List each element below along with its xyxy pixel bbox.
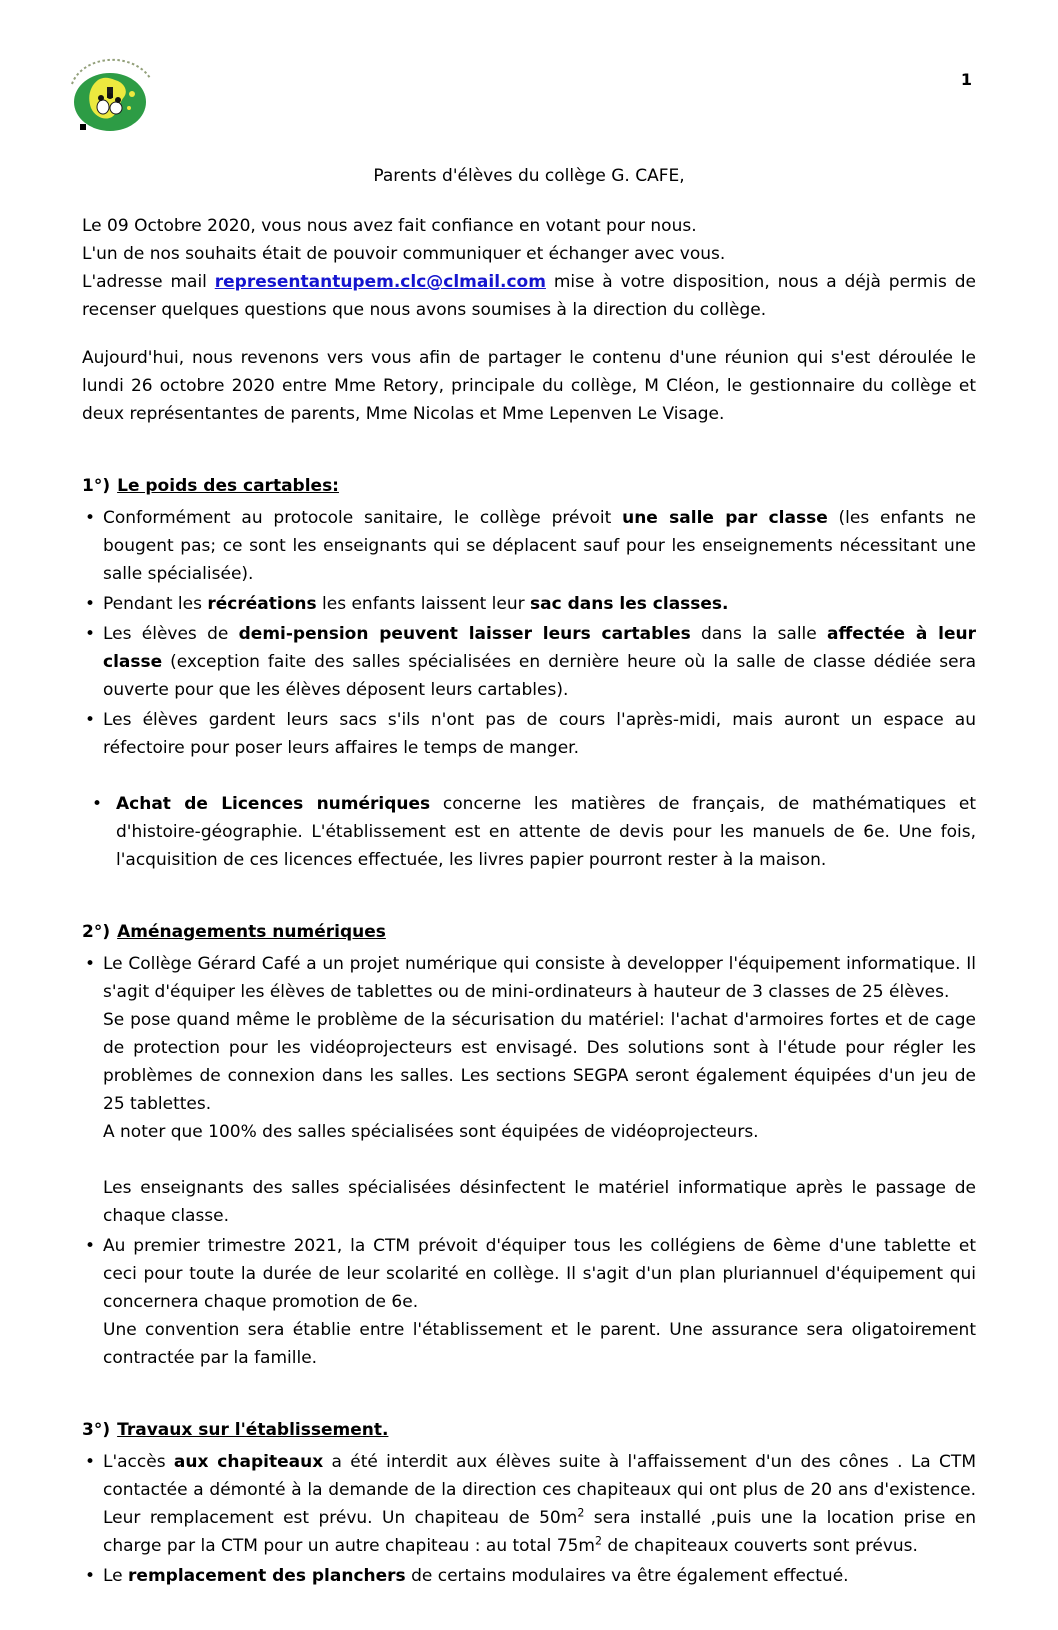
- paragraph-text: [103, 1118, 976, 1146]
- text-run: Le Collège Gérard Café a un projet numérique qui consiste à developper l'équipement informatique. Il s'agit d'équiper les élèves de tablettes ou de mini-ordinateurs à hauteur de 3 classes de 25 élèves.: [103, 954, 976, 1002]
- paragraph-text: [103, 1316, 976, 1372]
- bullet-item: [82, 950, 976, 1146]
- section: [82, 1416, 976, 1590]
- text-run: concerne les matières de français, de mathématiques et d'histoire-géographie. L'établissement est en attente de devis pour les manuels de 6e. Une fois, l'acquisition de ces licences effectuée, les livres papier pourront rester à la maison.: [116, 794, 976, 870]
- paragraph-text: [103, 950, 976, 1006]
- text-run: (exception faite des salles spécialisées en dernière heure où la salle de classe dédiée sera ouverte pour que les élèves déposent leurs cartables).: [103, 652, 976, 700]
- text-run: mise à votre disposition, nous a déjà permis de recenser quelques questions que nous avons soumises à la direction du collège.: [82, 272, 976, 320]
- intro-paragraph-2: Aujourd'hui, nous revenons vers vous afin de partager le contenu d'une réunion qui s'est déroulée le lundi 26 octobre 2020 entre Mme Retory, principale du collège, M Cléon, le gestionnaire du collège et deux représentantes de parents, Mme Nicolas et Mme Lepenven Le Visage.: [82, 348, 976, 424]
- text-run: Les élèves de: [103, 624, 239, 644]
- text-run: L'adresse mail: [82, 272, 215, 292]
- section-items: [82, 1448, 976, 1590]
- text-run: dans la salle: [690, 624, 828, 644]
- paragraph-text: [116, 790, 976, 874]
- bullet-icon: •: [85, 1566, 96, 1586]
- paragraph-text: [103, 1562, 976, 1590]
- section-heading: [82, 918, 976, 946]
- logo-figure-white-1: [97, 100, 109, 114]
- paragraph-text: [103, 1448, 976, 1560]
- paragraph-text: [103, 620, 976, 704]
- bullet-item: [82, 1232, 976, 1372]
- text-run: affectée à leur classe: [103, 624, 977, 672]
- section-title: Aménagements numériques: [117, 922, 386, 942]
- text-run: les enfants laissent leur: [316, 594, 531, 614]
- text-run: sera installé ,puis une la location prise en charge par la CTM pour un autre chapiteau : au total 75m: [103, 1508, 977, 1556]
- text-run: (les enfants ne bougent pas; ce sont les enseignants qui se déplacent sauf pour les enseignements nécessitant une salle spécialisée).: [103, 508, 976, 584]
- document-title: Parents d'élèves du collège G. CAFE,: [373, 166, 685, 186]
- bullet-item: [82, 706, 976, 762]
- paragraph-item: [82, 1174, 976, 1230]
- text-run: Les élèves gardent leurs sacs s'ils n'ont pas de cours l'après-midi, mais auront un espace au réfectoire pour poser leurs affaires le temps de manger.: [103, 710, 976, 758]
- section: [82, 918, 976, 1372]
- logo-figure-white-2: [110, 102, 122, 114]
- text-run: remplacement des planchers: [128, 1566, 406, 1586]
- logo-square-mark: [80, 124, 86, 130]
- intro-block: [82, 212, 976, 324]
- paragraph-text: [103, 1006, 976, 1118]
- bullet-icon: •: [85, 1452, 96, 1472]
- bullet-icon: •: [85, 1236, 96, 1256]
- section-number: 1°): [82, 476, 111, 496]
- sections: [82, 472, 976, 1590]
- intro-line-3: [82, 268, 976, 324]
- text-run: Au premier trimestre 2021, la CTM prévoit d'équiper tous les collégiens de 6ème d'une tablette et ceci pour toute la durée de leur scolarité en collège. Il s'agit d'un plan pluriannuel d'équipement qui concernera chaque promotion de 6e.: [103, 1236, 976, 1312]
- section-items: [82, 504, 976, 874]
- globe-logo-icon: [60, 50, 160, 138]
- paragraph-text: [103, 590, 976, 618]
- text-run: L'accès: [103, 1452, 174, 1472]
- bullet-icon: •: [85, 710, 96, 730]
- text-run: Une convention sera établie entre l'établissement et le parent. Une assurance sera oligatoirement contractée par la famille.: [103, 1320, 976, 1368]
- bullet-item: [82, 790, 976, 874]
- page-number: 1: [960, 70, 972, 89]
- paragraph-text: [103, 706, 976, 762]
- section: [82, 472, 976, 874]
- text-run: a été interdit aux élèves suite à l'affaissement d'un des cônes . La CTM contactée a démonté à la demande de la direction ces chapiteaux qui ont plus de 20 ans d'existence. Leur remplacement est prévu. Un chapiteau de 50m: [103, 1452, 976, 1528]
- text-run: Le: [103, 1566, 129, 1586]
- text-run: 2: [594, 1534, 603, 1548]
- text-run: de certains modulaires va être également effectué.: [405, 1566, 849, 1586]
- paragraph-text: [103, 1232, 976, 1316]
- text-run: 2: [577, 1506, 585, 1520]
- school-logo: [60, 50, 160, 138]
- bullet-icon: •: [85, 954, 96, 974]
- text-run: aux chapiteaux: [173, 1452, 324, 1472]
- intro-line-2: L'un de nos souhaits était de pouvoir communiquer et échanger avec vous.: [82, 244, 726, 264]
- text-run: sac dans les classes.: [530, 594, 729, 614]
- text-run: récréations: [207, 594, 317, 614]
- bullet-item: [82, 1562, 976, 1590]
- section-heading: [82, 1416, 976, 1444]
- section-number: 3°): [82, 1420, 111, 1440]
- section-title: Le poids des cartables:: [117, 476, 339, 496]
- bullet-icon: •: [85, 508, 96, 528]
- bullet-icon: •: [85, 594, 96, 614]
- text-run: Pendant les: [103, 594, 208, 614]
- email-link[interactable]: representantupem.clc@clmail.com: [214, 272, 546, 292]
- bullet-icon: •: [85, 624, 96, 644]
- bullet-icon: •: [92, 794, 103, 814]
- paragraph-text: [103, 504, 976, 588]
- text-run: de chapiteaux couverts sont prévus.: [602, 1536, 918, 1556]
- text-run: Conformément au protocole sanitaire, le collège prévoit: [103, 508, 623, 528]
- section-title: Travaux sur l'établissement.: [117, 1420, 389, 1440]
- text-run: Achat de Licences numériques: [116, 794, 431, 814]
- section-heading: [82, 472, 976, 500]
- text-run: Les enseignants des salles spécialisées désinfectent le matériel informatique après le passage de chaque classe.: [103, 1178, 976, 1226]
- bullet-item: [82, 620, 976, 704]
- bullet-item: [82, 504, 976, 588]
- section-number: 2°): [82, 922, 111, 942]
- text-run: une salle par classe: [622, 508, 828, 528]
- page-header: [82, 0, 976, 162]
- text-run: A noter que 100% des salles spécialisées sont équipées de vidéoprojecteurs.: [103, 1122, 759, 1142]
- bullet-item: [82, 590, 976, 618]
- intro-line-1: Le 09 Octobre 2020, vous nous avez fait confiance en votant pour nous.: [82, 216, 697, 236]
- paragraph-text: [103, 1174, 976, 1230]
- text-run: demi-pension peuvent laisser leurs cartables: [238, 624, 691, 644]
- section-items: [82, 950, 976, 1372]
- text-run: Se pose quand même le problème de la sécurisation du matériel: l'achat d'armoires fortes et de cage de protection pour les vidéoprojecteurs est envisagé. Des solutions sont à l'étude pour régler les problèmes de connexion dans les salles. Les sections SEGPA seront également équipées d'un jeu de 25 tablettes.: [103, 1010, 976, 1114]
- bullet-item: [82, 1448, 976, 1560]
